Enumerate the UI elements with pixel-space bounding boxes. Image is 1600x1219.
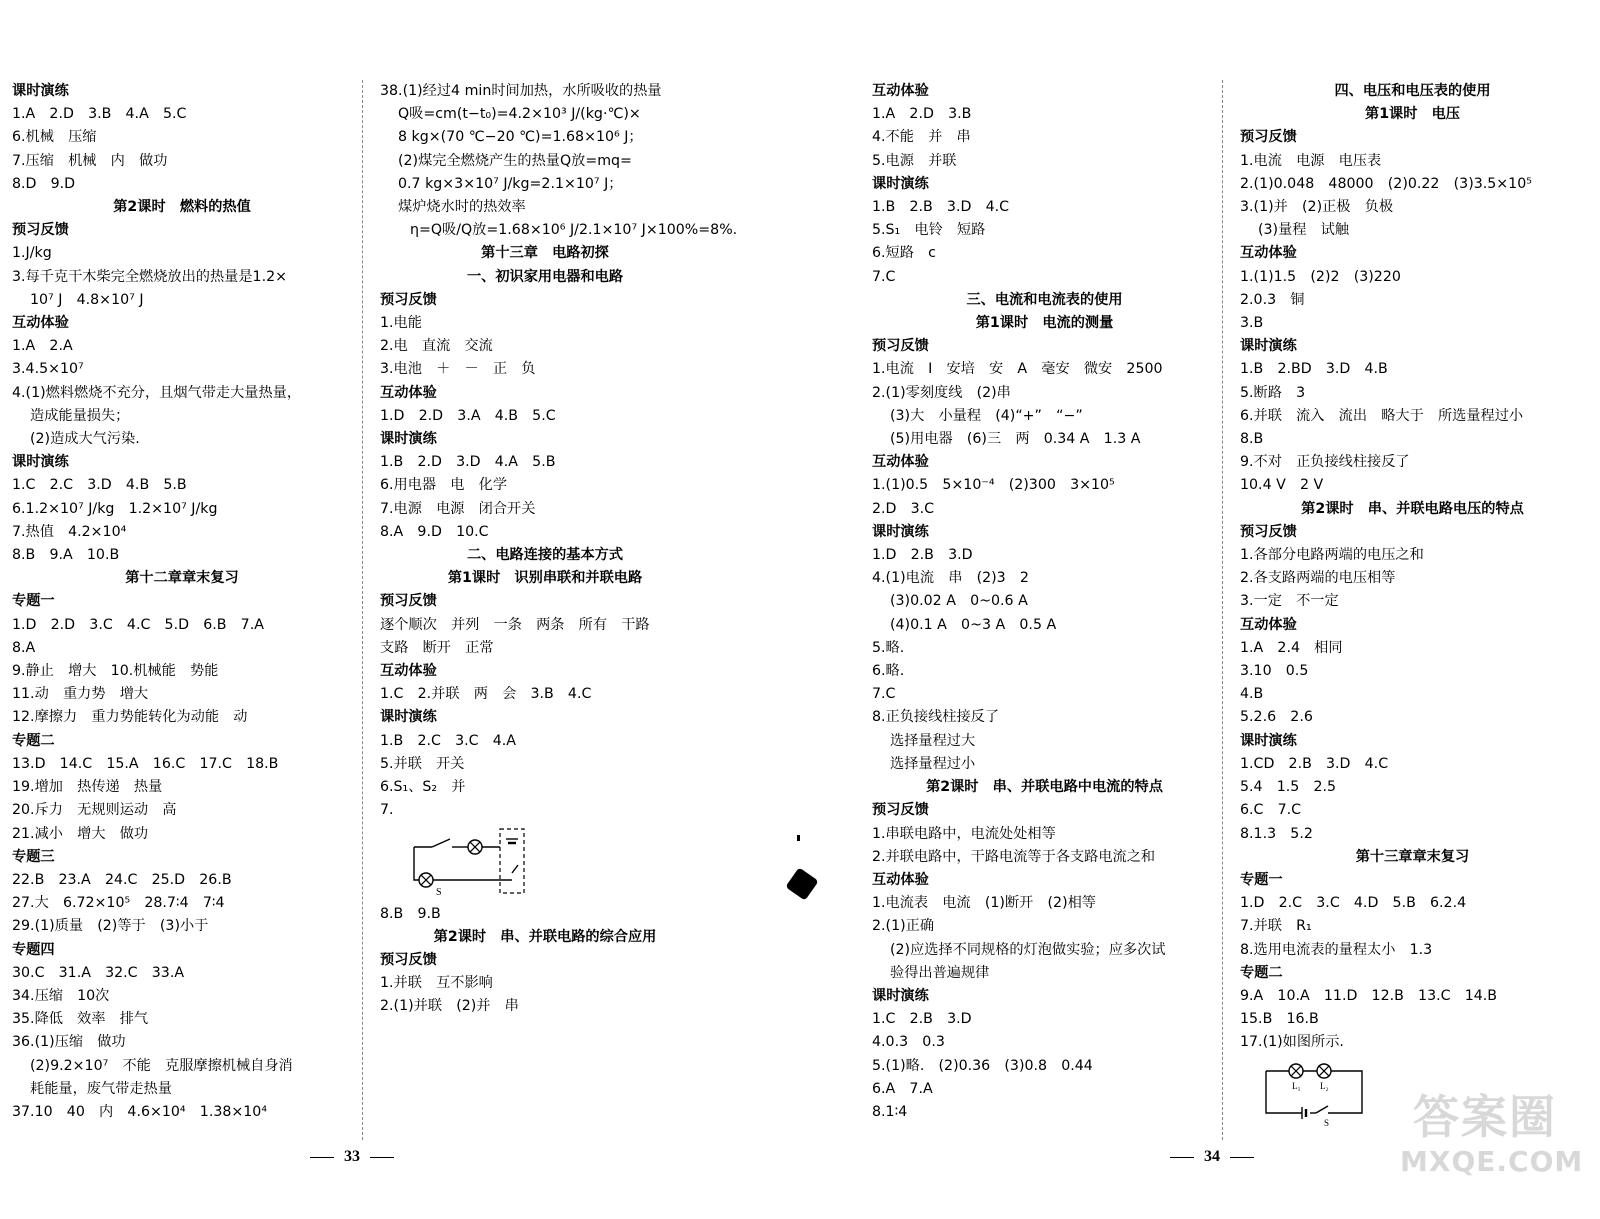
watermark-text: 答案圈	[1413, 1090, 1557, 1144]
answer-line: 2.电 直流 交流	[380, 338, 493, 355]
answer-line: 8.A 9.D 10.C	[380, 523, 489, 540]
answer-line: 1.A 2.4 相同	[1240, 639, 1343, 656]
answer-line: 6.用电器 电 化学	[380, 477, 508, 494]
answer-line: 逐个顺次 并列 一条 两条 所有 干路	[380, 616, 650, 633]
answer-line: 5.2.6 2.6	[1240, 709, 1313, 726]
answer-line: 造成能量损失；	[30, 407, 130, 424]
section-heading: 专题二	[12, 732, 55, 749]
answer-line: (2)9.2×10⁷ 不能 克服摩擦机械自身消	[30, 1057, 293, 1074]
answer-line: 11.动 重力势 增大	[12, 686, 149, 703]
answer-line: 8.B	[1240, 431, 1264, 448]
answer-line: 19.增加 热传递 热量	[12, 779, 163, 796]
answer-line: 20.斥力 无规则运动 高	[12, 802, 177, 819]
answer-line: 8 kg×(70 ℃−20 ℃)=1.68×10⁶ J；	[398, 129, 643, 146]
answer-line: 5.4 1.5 2.5	[1240, 779, 1337, 796]
answer-line: 1.C 2.B 3.D	[872, 1011, 972, 1028]
answer-line: 1.D 2.C 3.C 4.D 5.B 6.2.4	[1240, 895, 1467, 912]
answer-line: 2.(1)并联 (2)并 串	[380, 998, 519, 1015]
answer-line: 1.D 2.D 3.C 4.C 5.D 6.B 7.A	[12, 616, 264, 633]
section-heading: 互动体验	[872, 454, 929, 471]
answer-line: (2)应选择不同规格的灯泡做实验；应多次试	[890, 941, 1166, 958]
section-heading: 预习反馈	[1240, 523, 1297, 540]
answer-line: 10⁷ J 4.8×10⁷ J	[30, 291, 144, 308]
answer-line: 35.降低 效率 排气	[12, 1011, 149, 1028]
column-divider	[1222, 80, 1223, 1140]
answer-line: 1.电能	[380, 315, 422, 332]
answer-line: 选择量程过大	[890, 732, 976, 749]
answer-line: 支路 断开 正常	[380, 639, 494, 656]
answer-line: 38.(1)经过4 min时间加热，水所吸收的热量	[380, 83, 662, 99]
answer-line: 2.(1)正确	[872, 918, 935, 935]
answer-line: 30.C 31.A 32.C 33.A	[12, 964, 185, 981]
answer-line: 0.7 kg×3×10⁷ J/kg=2.1×10⁷ J；	[398, 175, 623, 192]
binding-mark	[785, 867, 818, 900]
answer-line: 6.S₁、S₂ 并	[380, 779, 466, 796]
answer-line: 1.电流表 电流 (1)断开 (2)相等	[872, 895, 1096, 912]
answer-line: 3.一定 不一定	[1240, 593, 1339, 610]
answer-line: 5.断路 3	[1240, 384, 1306, 401]
answer-line: 6.C 7.C	[1240, 802, 1302, 819]
section-heading: 预习反馈	[380, 951, 437, 968]
answer-line: 3.电池 ＋ － 正 负	[380, 361, 536, 378]
answer-line: 7.热值 4.2×10⁴	[12, 523, 127, 540]
answer-line: 21.减小 增大 做功	[12, 825, 149, 842]
answer-line: 9.静止 增大 10.机械能 势能	[12, 663, 219, 680]
answer-line: 6.并联 流入 流出 略大于 所选量程过小	[1240, 407, 1524, 424]
section-heading: 课时演练	[872, 523, 929, 540]
circuit-wire	[1266, 1071, 1362, 1113]
scan-speck	[797, 835, 800, 841]
lesson-title: 第十三章 电路初探	[481, 245, 609, 262]
section-heading: 互动体验	[380, 384, 437, 401]
answer-line: 22.B 23.A 24.C 25.D 26.B	[12, 871, 232, 888]
answer-line: 6.略.	[872, 663, 905, 680]
answer-line: 2.(1)0.048 48000 (2)0.22 (3)3.5×10⁵	[1240, 175, 1532, 192]
answer-line: 2.0.3 铜	[1240, 291, 1305, 308]
section-heading: 课时演练	[1240, 338, 1297, 355]
answer-line: 1.各部分电路两端的电压之和	[1240, 547, 1424, 564]
answer-line: 耗能量，废气带走热量	[30, 1080, 172, 1097]
answer-line: 2.并联电路中，干路电流等于各支路电流之和	[872, 848, 1156, 865]
answer-line: 1.并联 互不影响	[380, 975, 493, 992]
answer-line: 1.B 2.BD 3.D 4.B	[1240, 361, 1388, 378]
answer-line: Q吸=cm(t−t₀)=4.2×10³ J/(kg·℃)×	[398, 106, 641, 123]
lamp-symbol	[1289, 1064, 1303, 1078]
answer-line: 29.(1)质量 (2)等于 (3)小于	[12, 918, 209, 935]
lesson-title: 第1课时 电流的测量	[975, 315, 1114, 332]
section-heading: 课时演练	[1240, 732, 1297, 749]
answer-line: 8.正负接线柱接反了	[872, 709, 1000, 726]
answer-line: 1.B 2.D 3.D 4.A 5.B	[380, 454, 556, 471]
answer-line: 7.C	[872, 268, 896, 285]
answer-line: 8.A	[12, 639, 36, 656]
section-heading: 互动体验	[872, 871, 929, 888]
answer-line: 1.C 2.C 3.D 4.B 5.B	[12, 477, 187, 494]
answer-line: 37.10 40 内 4.6×10⁴ 1.38×10⁴	[12, 1103, 268, 1120]
lesson-title: 四、电压和电压表的使用	[1334, 83, 1491, 99]
answer-line: 13.D 14.C 15.A 16.C 17.C 18.B	[12, 755, 279, 772]
section-heading: 预习反馈	[872, 802, 929, 819]
section-heading: 课时演练	[872, 175, 929, 192]
switch-label: S	[436, 886, 442, 898]
section-heading: 预习反馈	[380, 593, 437, 610]
section-heading: 互动体验	[380, 663, 437, 680]
lesson-title: 第十二章章末复习	[125, 570, 239, 587]
section-heading: 课时演练	[380, 709, 437, 726]
answer-line: 10.4 V 2 V	[1240, 477, 1324, 494]
answer-line: 1.D 2.D 3.A 4.B 5.C	[380, 407, 556, 424]
answer-line: 6.机械 压缩	[12, 129, 97, 146]
answer-line: 5.并联 开关	[380, 755, 465, 772]
answer-line: 验得出普遍规律	[890, 964, 990, 981]
answer-line: 1.(1)0.5 5×10⁻⁴ (2)300 3×10⁵	[872, 477, 1115, 494]
answer-line: 27.大 6.72×10⁵ 28.7∶4 7∶4	[12, 895, 225, 912]
answer-line: 8.B 9.A 10.B	[12, 547, 120, 564]
section-heading: 专题三	[12, 848, 55, 865]
answer-line: 7.	[380, 802, 394, 819]
lesson-title: 第1课时 识别串联和并联电路	[447, 570, 643, 587]
lamp-symbol	[1317, 1064, 1331, 1078]
answer-line: 7.压缩 机械 内 做功	[12, 152, 168, 169]
answer-line: 3.每千克干木柴完全燃烧放出的热量是1.2×	[12, 268, 287, 285]
answer-line: 5.电源 并联	[872, 152, 957, 169]
answer-line: (2)煤完全燃烧产生的热量Q放=mq=	[398, 152, 632, 169]
answer-line: 1.A 2.D 3.B	[872, 106, 972, 123]
section-heading: 预习反馈	[1240, 129, 1297, 146]
answer-column-1	[12, 80, 352, 1124]
answer-line: 1.电流 I 安培 安 A 毫安 微安 2500	[872, 361, 1163, 378]
answer-line: 1.J/kg	[12, 245, 52, 262]
answer-line: 4.B	[1240, 686, 1264, 703]
answer-line: 3.(1)并 (2)正极 负极	[1240, 199, 1394, 216]
answer-line: 1.B 2.B 3.D 4.C	[872, 199, 1010, 216]
section-heading: 专题一	[1240, 871, 1283, 888]
section-heading: 专题一	[12, 593, 55, 610]
answer-line: 6.短路 c	[872, 245, 936, 262]
switch-blade	[432, 839, 450, 847]
section-heading: 课时演练	[380, 431, 437, 448]
answer-line: 8.选用电流表的量程太小 1.3	[1240, 941, 1433, 958]
answer-line: (2)造成大气污染.	[30, 431, 140, 448]
answer-line: 4.(1)燃料燃烧不充分，且烟气带走大量热量，	[12, 384, 302, 401]
answer-line: 1.电流 电源 电压表	[1240, 152, 1382, 169]
answer-line: 9.A 10.A 11.D 12.B 13.C 14.B	[1240, 987, 1497, 1004]
switch-blade	[512, 865, 518, 873]
answer-line: 8.D 9.D	[12, 175, 76, 192]
answer-line: 8.B 9.B	[380, 905, 441, 922]
answer-line: 2.(1)零刻度线 (2)串	[872, 384, 1011, 401]
answer-line: 1.A 2.D 3.B 4.A 5.C	[12, 106, 187, 123]
lesson-title: 一、初识家用电器和电路	[466, 268, 624, 285]
section-heading: 互动体验	[1240, 245, 1297, 262]
switch-blade	[1316, 1106, 1328, 1113]
column-divider	[362, 80, 363, 1140]
answer-line: 1.CD 2.B 3.D 4.C	[1240, 755, 1389, 772]
section-heading: 课时演练	[12, 83, 69, 99]
answer-line: 3.4.5×10⁷	[12, 361, 84, 378]
section-heading: 专题四	[12, 941, 55, 958]
answer-line: 1.B 2.C 3.C 4.A	[380, 732, 516, 749]
answer-line: 7.并联 R₁	[1240, 918, 1312, 935]
answer-line: 7.C	[872, 686, 896, 703]
lesson-title: 二、电路连接的基本方式	[466, 547, 624, 564]
circuit-diagram-q7	[402, 825, 542, 899]
answer-line: 6.A 7.A	[872, 1080, 933, 1097]
lamp-symbol	[419, 873, 433, 887]
answer-line: 9.不对 正负接线柱接反了	[1240, 454, 1410, 471]
answer-line: (3)大 小量程 (4)“+” “−”	[890, 407, 1083, 424]
section-heading: 课时演练	[12, 454, 69, 471]
lesson-title: 第2课时 串、并联电路电压的特点	[1301, 500, 1524, 517]
answer-line: 1.串联电路中，电流处处相等	[872, 825, 1056, 842]
answer-line: 4.(1)电流 串 (2)3 2	[872, 570, 1029, 587]
section-heading: 课时演练	[872, 987, 929, 1004]
section-heading: 预习反馈	[380, 291, 437, 308]
answer-line: 36.(1)压缩 做功	[12, 1034, 126, 1051]
answer-line: (5)用电器 (6)三 两 0.34 A 1.3 A	[890, 431, 1141, 448]
answer-line: 5.(1)略. (2)0.36 (3)0.8 0.44	[872, 1057, 1093, 1074]
answer-line: 1.(1)1.5 (2)2 (3)220	[1240, 268, 1401, 285]
switch-label: S	[1324, 1117, 1330, 1127]
answer-line: 3.10 0.5	[1240, 663, 1309, 680]
answer-line: 煤炉烧水时的热效率	[398, 199, 526, 216]
answer-line: 2.D 3.C	[872, 500, 935, 517]
answer-line: η=Q吸/Q放=1.68×10⁶ J/2.1×10⁷ J×100%=8%.	[410, 222, 738, 239]
answer-line: (3)量程 试触	[1258, 222, 1350, 239]
answer-column-4	[1240, 80, 1585, 1131]
section-heading: 预习反馈	[872, 338, 929, 355]
section-heading: 预习反馈	[12, 222, 69, 239]
section-heading: 互动体验	[1240, 616, 1297, 633]
circuit-diagram-q17	[1262, 1057, 1372, 1127]
answer-column-2	[380, 80, 738, 1019]
answer-line: 8.1.3 5.2	[1240, 825, 1313, 842]
answer-line: 1.D 2.B 3.D	[872, 547, 973, 564]
lesson-title: 第2课时 串、并联电路的综合应用	[433, 928, 657, 945]
lamp2-label: L₂	[1320, 1080, 1329, 1091]
section-heading: 互动体验	[872, 83, 929, 99]
answer-line: 7.电源 电源 闭合开关	[380, 500, 536, 517]
answer-line: 5.略.	[872, 639, 905, 656]
lesson-title: 第2课时 串、并联电路中电流的特点	[926, 779, 1163, 796]
answer-line: 选择量程过小	[890, 755, 976, 772]
lamp-symbol	[468, 840, 482, 854]
lesson-title: 第2课时 燃料的热值	[113, 199, 251, 216]
lesson-title: 第十三章章末复习	[1355, 848, 1470, 865]
answer-line: 8.1∶4	[872, 1103, 908, 1120]
page-number-right: 34	[1160, 1148, 1264, 1166]
answer-line: 34.压缩 10次	[12, 987, 110, 1004]
answer-line: 6.1.2×10⁷ J/kg 1.2×10⁷ J/kg	[12, 500, 218, 517]
lesson-title: 第1课时 电压	[1365, 106, 1460, 123]
answer-line: (3)0.02 A 0~0.6 A	[890, 593, 1028, 610]
lamp1-label: L₁	[1292, 1080, 1301, 1091]
watermark-url: MXQE.COM	[1400, 1145, 1584, 1178]
answer-line: 12.摩擦力 重力势能转化为动能 动	[12, 709, 248, 726]
section-heading: 专题二	[1240, 964, 1283, 981]
watermark-logo	[1400, 1090, 1584, 1202]
answer-line: (4)0.1 A 0~3 A 0.5 A	[890, 616, 1057, 633]
answer-line: 1.C 2.并联 两 会 3.B 4.C	[380, 686, 592, 703]
answer-column-3	[872, 80, 1217, 1124]
answer-line: 2.各支路两端的电压相等	[1240, 570, 1396, 587]
answer-line: 4.不能 并 串	[872, 129, 971, 146]
section-heading: 互动体验	[12, 315, 69, 332]
page-number-left: 33	[300, 1148, 404, 1166]
answer-line: 17.(1)如图所示.	[1240, 1034, 1344, 1051]
answer-line: 5.S₁ 电铃 短路	[872, 222, 986, 239]
lesson-title: 三、电流和电流表的使用	[966, 291, 1123, 308]
answer-line: 3.B	[1240, 315, 1264, 332]
answer-line: 1.A 2.A	[12, 338, 73, 355]
answer-line: 15.B 16.B	[1240, 1011, 1319, 1028]
answer-line: 4.0.3 0.3	[872, 1034, 945, 1051]
